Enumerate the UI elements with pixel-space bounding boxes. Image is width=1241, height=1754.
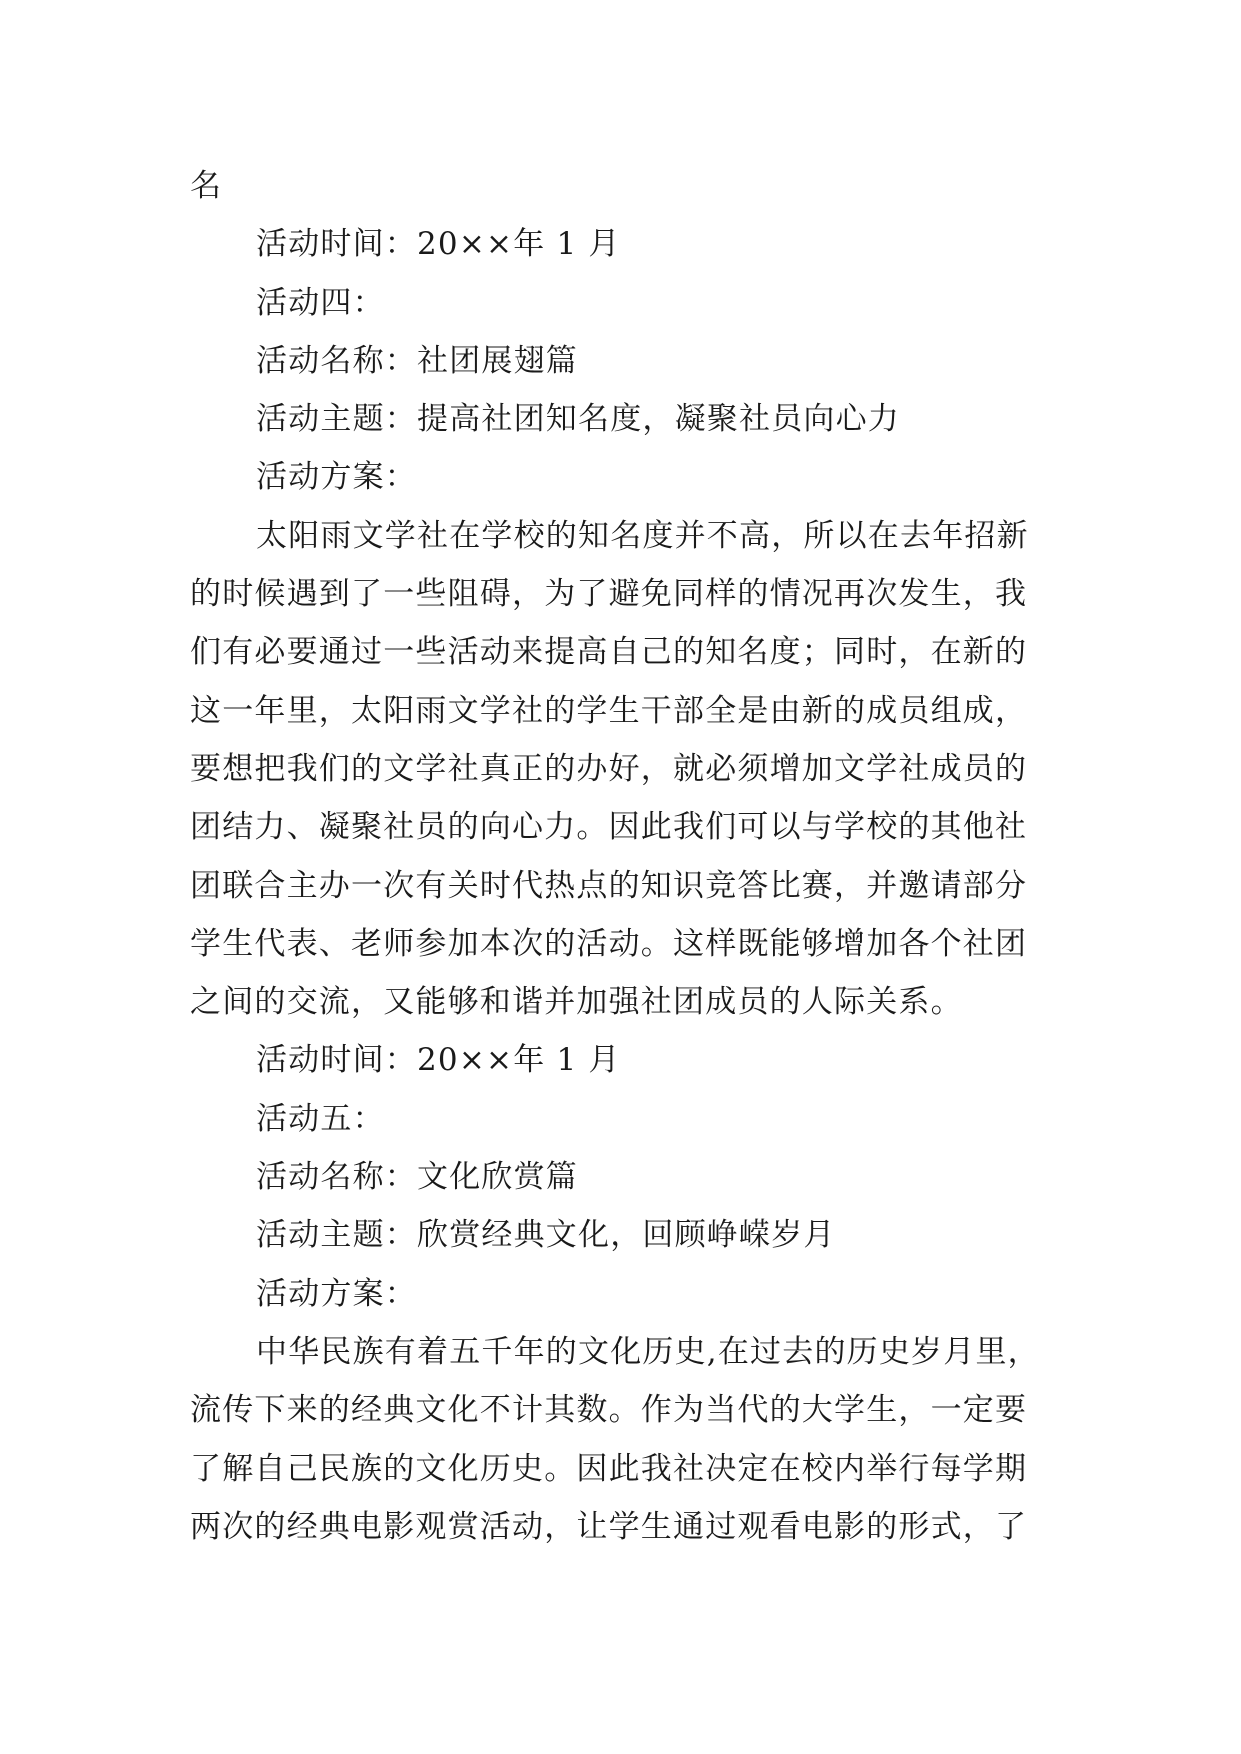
text-line: 太阳雨文学社在学校的知名度并不高，所以在去年招新 xyxy=(256,517,1029,554)
text-line: 活动时间：20××年 1 月 xyxy=(256,1042,621,1079)
text-line: 流传下来的经典文化不计其数。作为当代的大学生，一定要 xyxy=(190,1392,1028,1429)
text-line: 活动方案： xyxy=(256,459,417,496)
text-line: 活动主题：欣赏经典文化，回顾峥嵘岁月 xyxy=(256,1217,836,1254)
text-line: 活动五： xyxy=(256,1100,385,1137)
text-line: 活动名称：社团展翅篇 xyxy=(256,342,578,379)
text-line: 了解自己民族的文化历史。因此我社决定在校内举行每学期 xyxy=(190,1450,1028,1487)
text-line: 中华民族有着五千年的文化历史,在过去的历史岁月里， xyxy=(256,1333,1040,1370)
text-line: 要想把我们的文学社真正的办好，就必须增加文学社成员的 xyxy=(190,750,1028,787)
text-line: 活动时间：20××年 1 月 xyxy=(256,226,621,263)
text-line: 的时候遇到了一些阻碍，为了避免同样的情况再次发生，我 xyxy=(190,576,1028,613)
text-line: 团结力、凝聚社员的向心力。因此我们可以与学校的其他社 xyxy=(190,809,1028,846)
text-line: 活动主题：提高社团知名度，凝聚社员向心力 xyxy=(256,401,900,438)
text-line: 活动方案： xyxy=(256,1275,417,1312)
document-body xyxy=(190,157,1070,1556)
text-line: 之间的交流，又能够和谐并加强社团成员的人际关系。 xyxy=(190,984,963,1021)
text-line: 活动名称：文化欣赏篇 xyxy=(256,1159,578,1196)
text-line: 学生代表、老师参加本次的活动。这样既能够增加各个社团 xyxy=(190,925,1028,962)
text-line: 这一年里，太阳雨文学社的学生干部全是由新的成员组成， xyxy=(190,692,1028,729)
text-line: 活动四： xyxy=(256,284,385,321)
text-line: 两次的经典电影观赏活动，让学生通过观看电影的形式，了 xyxy=(190,1508,1028,1545)
text-line: 团联合主办一次有关时代热点的知识竞答比赛，并邀请部分 xyxy=(190,867,1028,904)
text-line: 们有必要通过一些活动来提高自己的知名度；同时，在新的 xyxy=(190,634,1028,671)
text-line: 名 xyxy=(190,168,223,204)
